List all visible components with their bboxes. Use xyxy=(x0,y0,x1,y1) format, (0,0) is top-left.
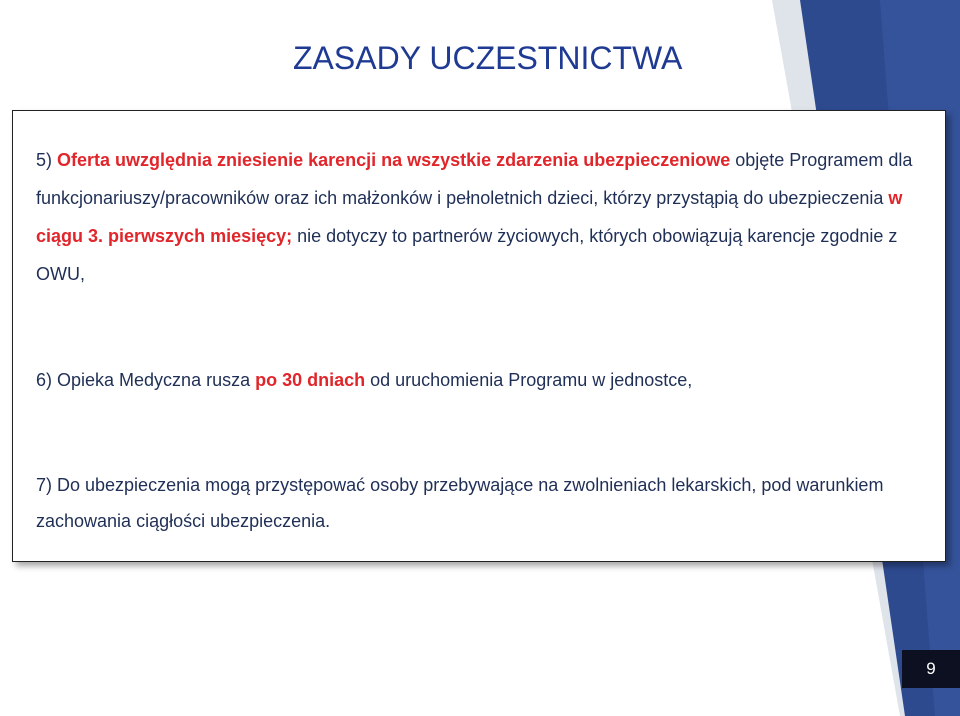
rule-5 xyxy=(36,141,936,293)
page-title: ZASADY UCZESTNICTWA xyxy=(293,40,683,76)
rule-6 xyxy=(36,361,936,399)
rule-5-highlight-1: Oferta uwzględnia zniesienie karencji na wszystkie zdarzenia ubezpieczeniowe xyxy=(57,150,731,170)
rule-7: 7) Do ubezpieczenia mogą przystępować osoby przebywające na zwolnieniach lekarskich, pod warunkiem zachowania ciągłości ubezpieczenia. xyxy=(36,475,884,531)
rule-6-text-1: od uruchomienia Programu w jednostce, xyxy=(365,370,693,390)
rule-5-number: 5) xyxy=(36,150,58,170)
rule-5-text-2: nie dotyczy to partnerów życiowych, których obowiązują karencje zgodnie z OWU, xyxy=(36,226,898,284)
page-number: 9 xyxy=(902,650,960,688)
rule-6-text-0: 6) Opieka Medyczna rusza xyxy=(36,370,256,390)
rule-5-text-1: objęte Programem dla funkcjonariuszy/pracowników oraz ich małżonków i pełnoletnich dzieci, którzy przystąpią do ubezpieczenia xyxy=(36,150,913,208)
rule-5-highlight-2: w ciągu 3. pierwszych miesięcy; xyxy=(36,188,903,246)
content-box xyxy=(12,110,946,562)
rule-6-highlight: po 30 dniach xyxy=(255,370,366,390)
